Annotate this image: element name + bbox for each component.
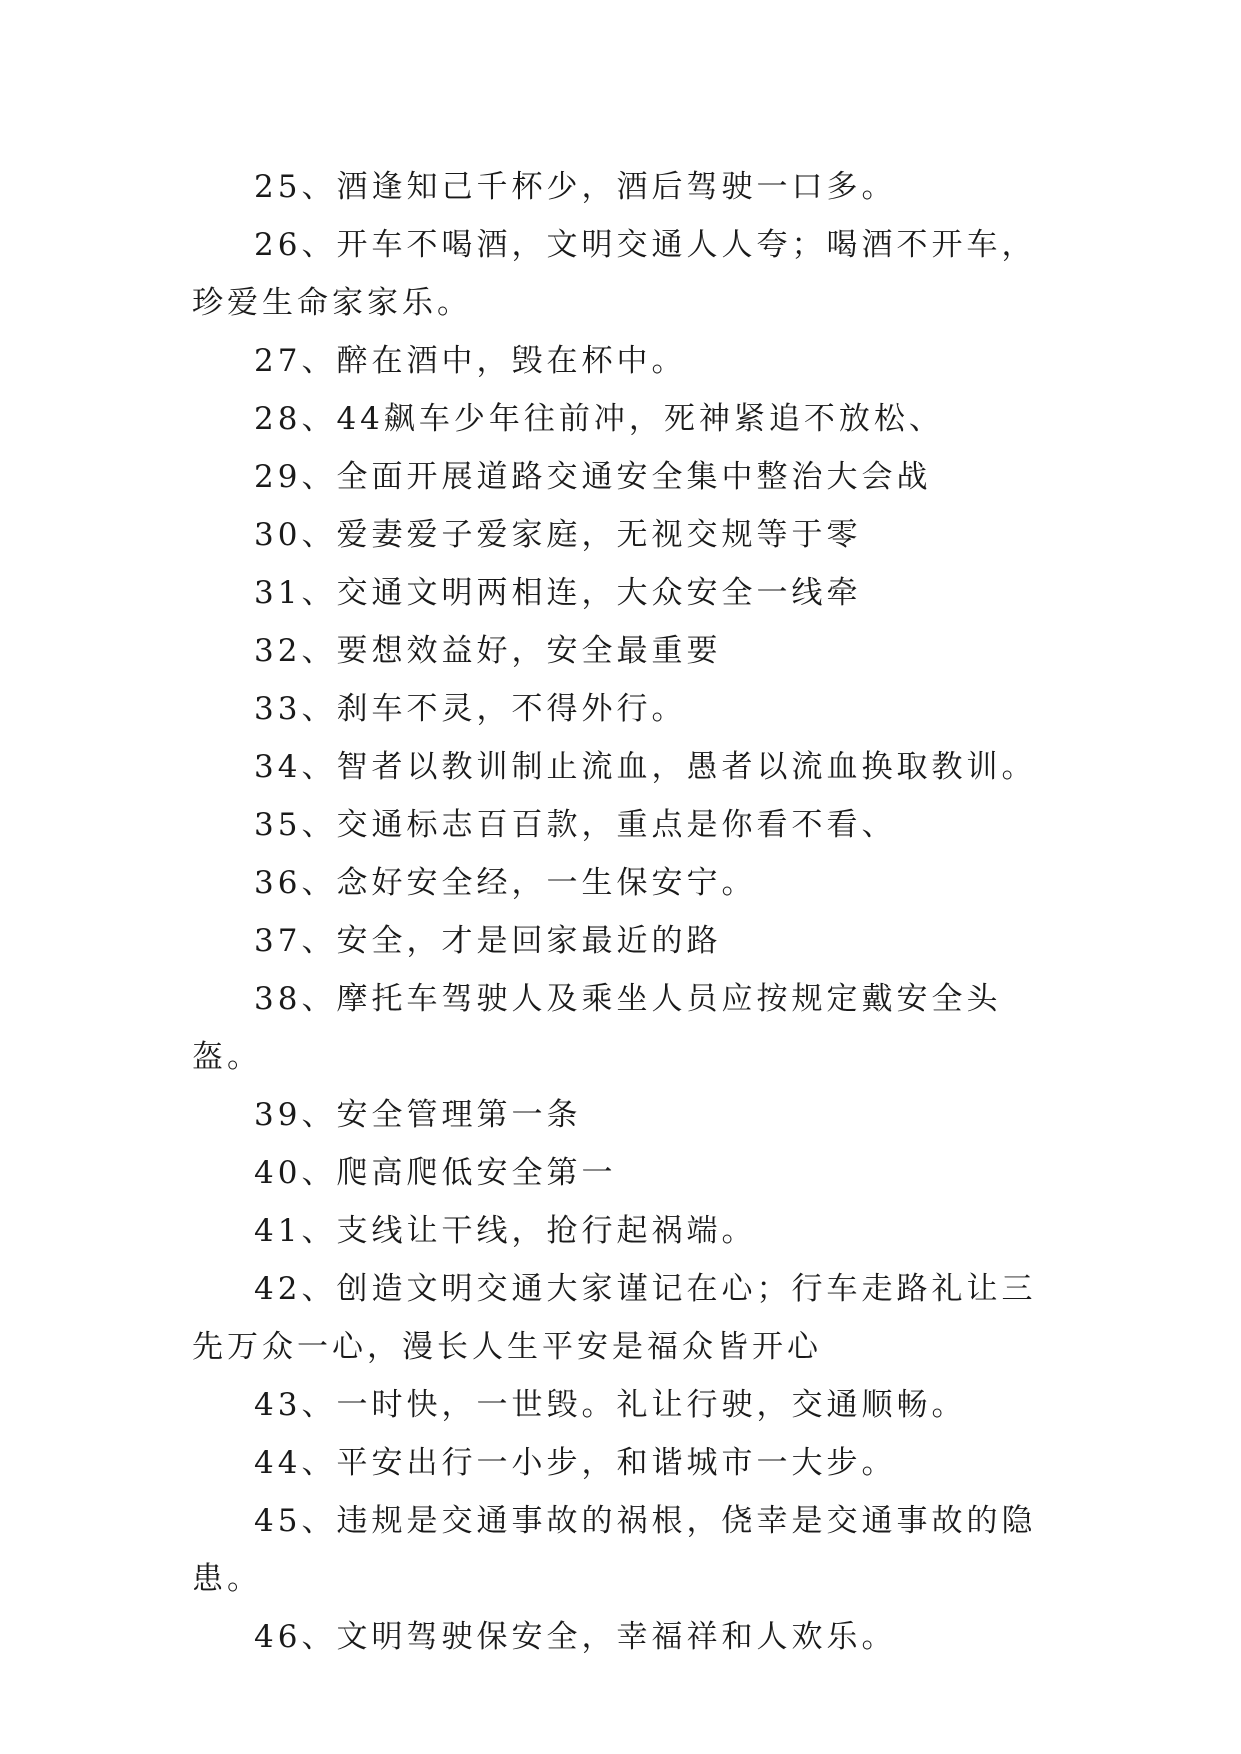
slogan-item-26: 26、开车不喝酒，文明交通人人夸；喝酒不开车，珍爱生命家家乐。 <box>192 227 1037 321</box>
slogan-item-29: 29、全面开展道路交通安全集中整治大会战 <box>254 459 932 495</box>
slogan-item-32: 32、要想效益好，安全最重要 <box>254 633 722 669</box>
slogan-item-37: 37、安全，才是回家最近的路 <box>254 923 722 959</box>
slogan-item-41: 41、支线让干线，抢行起祸端。 <box>254 1213 757 1249</box>
slogan-item-35: 35、交通标志百百款，重点是你看不看、 <box>254 807 897 843</box>
slogan-item-46: 46、文明驾驶保安全，幸福祥和人欢乐。 <box>254 1619 897 1655</box>
slogan-item-40: 40、爬高爬低安全第一 <box>254 1155 617 1191</box>
slogan-item-25: 25、酒逢知己千杯少，酒后驾驶一口多。 <box>254 169 897 205</box>
slogan-item-36: 36、念好安全经，一生保安宁。 <box>254 865 757 901</box>
slogan-item-44: 44、平安出行一小步，和谐城市一大步。 <box>254 1445 897 1481</box>
slogan-item-39: 39、安全管理第一条 <box>254 1097 582 1133</box>
slogan-item-31: 31、交通文明两相连，大众安全一线牵 <box>254 575 862 611</box>
slogan-item-27: 27、醉在酒中，毁在杯中。 <box>254 343 687 379</box>
slogan-item-30: 30、爱妻爱子爱家庭，无视交规等于零 <box>254 517 862 553</box>
slogan-item-45: 45、违规是交通事故的祸根，侥幸是交通事故的隐患。 <box>192 1503 1037 1597</box>
slogan-item-38: 38、摩托车驾驶人及乘坐人员应按规定戴安全头盔。 <box>192 981 1002 1075</box>
slogan-item-28: 28、44飙车少年往前冲，死神紧追不放松、 <box>254 401 944 437</box>
slogan-item-42: 42、创造文明交通大家谨记在心；行车走路礼让三先万众一心，漫长人生平安是福众皆开心 <box>192 1271 1037 1365</box>
slogan-item-33: 33、刹车不灵，不得外行。 <box>254 691 687 727</box>
slogan-list <box>192 158 1062 1666</box>
slogan-item-43: 43、一时快，一世毁。礼让行驶，交通顺畅。 <box>254 1387 967 1423</box>
slogan-item-34: 34、智者以教训制止流血，愚者以流血换取教训。 <box>254 749 1037 785</box>
